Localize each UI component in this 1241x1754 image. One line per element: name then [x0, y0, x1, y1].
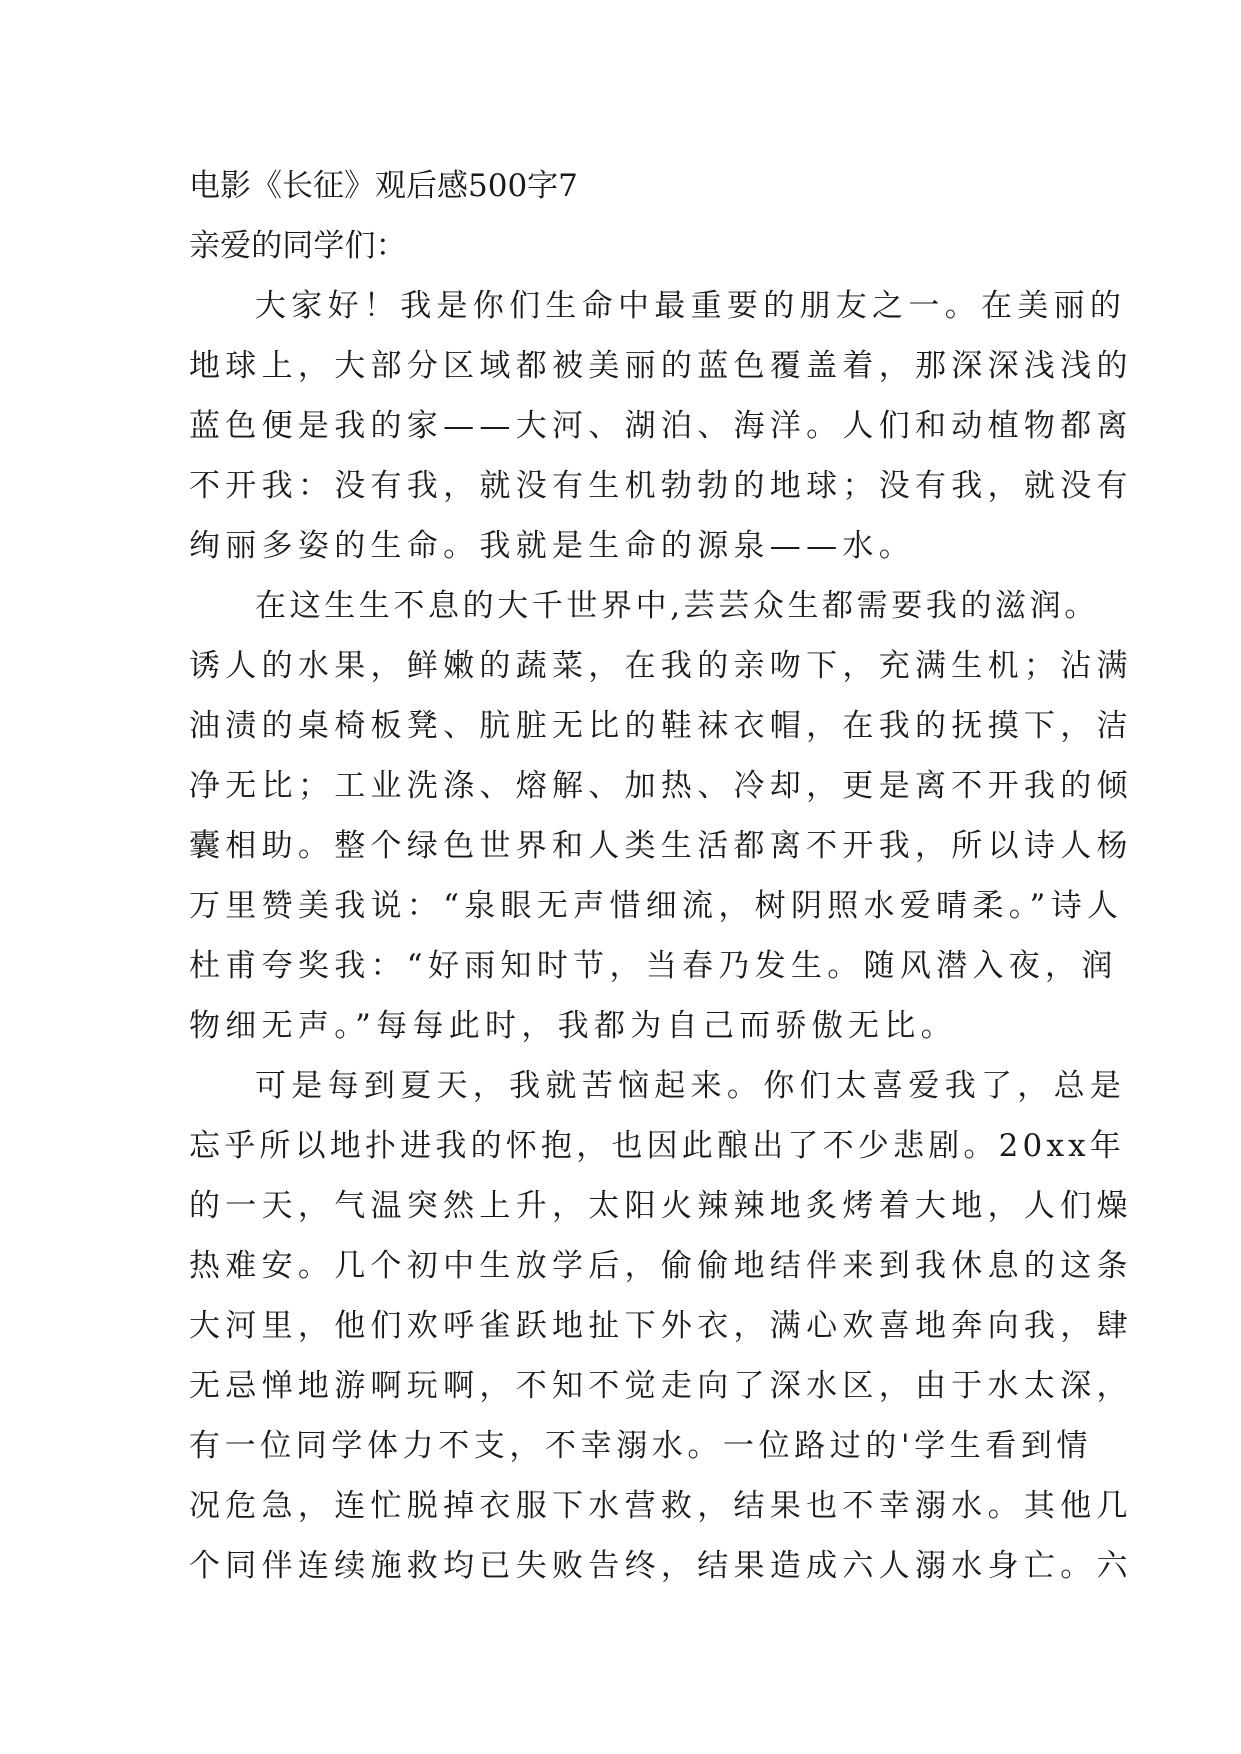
paragraph-line: 况危急，连忙脱掉衣服下水营救，结果也不幸溺水。其他几 — [189, 1488, 1133, 1524]
paragraph-line: 净无比；工业洗涤、熔解、加热、冷却，更是离不开我的倾 — [189, 768, 1133, 804]
paragraph-line: 蓝色便是我的家——大河、湖泊、海洋。人们和动植物都离 — [189, 408, 1133, 444]
paragraph-line: 可是每到夏天，我就苦恼起来。你们太喜爱我了，总是 — [255, 1068, 1127, 1104]
document-body — [189, 156, 1133, 1596]
paragraph-line: 热难安。几个初中生放学后，偷偷地结伴来到我休息的这条 — [189, 1248, 1133, 1284]
paragraph-line: 诱人的水果，鲜嫩的蔬菜，在我的亲吻下，充满生机；沾满 — [189, 648, 1133, 684]
paragraph-line: 地球上，大部分区域都被美丽的蓝色覆盖着，那深深浅浅的 — [189, 348, 1133, 384]
paragraph-line: 大河里，他们欢呼雀跃地扯下外衣，满心欢喜地奔向我，肆 — [189, 1308, 1133, 1344]
paragraph-2 — [189, 576, 1133, 1056]
document-title: 电影《长征》观后感500字7 — [189, 168, 578, 204]
paragraph-line: 万里赞美我说：“泉眼无声惜细流，树阴照水爱晴柔。”诗人 — [189, 888, 1124, 924]
paragraph-1 — [189, 276, 1133, 576]
paragraph-line: 在这生生不息的大千世界中,芸芸众生都需要我的滋润。 — [255, 588, 1099, 624]
paragraph-line: 油渍的桌椅板凳、肮脏无比的鞋袜衣帽，在我的抚摸下，洁 — [189, 708, 1133, 744]
paragraph-line: 个同伴连续施救均已失败告终，结果造成六人溺水身亡。六 — [189, 1548, 1133, 1584]
paragraph-line: 大家好！我是你们生命中最重要的朋友之一。在美丽的 — [255, 288, 1127, 324]
paragraph-line: 囊相助。整个绿色世界和人类生活都离不开我，所以诗人杨 — [189, 828, 1133, 864]
greeting: 亲爱的同学们： — [189, 228, 407, 264]
paragraph-line: 不开我：没有我，就没有生机勃勃的地球；没有我，就没有 — [189, 468, 1133, 504]
paragraph-line: 有一位同学体力不支，不幸溺水。一位路过的'学生看到情 — [189, 1428, 1093, 1464]
paragraph-3 — [189, 1056, 1133, 1596]
paragraph-line: 忘乎所以地扑进我的怀抱，也因此酿出了不少悲剧。20xx年 — [189, 1128, 1126, 1164]
paragraph-line: 的一天，气温突然上升，太阳火辣辣地炙烤着大地，人们燥 — [189, 1188, 1133, 1224]
paragraph-line: 杜甫夸奖我：“好雨知时节，当春乃发生。随风潜入夜，润 — [189, 948, 1118, 984]
paragraph-line: 无忌惮地游啊玩啊，不知不觉走向了深水区，由于水太深， — [189, 1368, 1133, 1404]
paragraph-line: 绚丽多姿的生命。我就是生命的源泉——水。 — [189, 528, 915, 564]
paragraph-line: 物细无声。”每每此时，我都为自己而骄傲无比。 — [189, 1008, 957, 1044]
